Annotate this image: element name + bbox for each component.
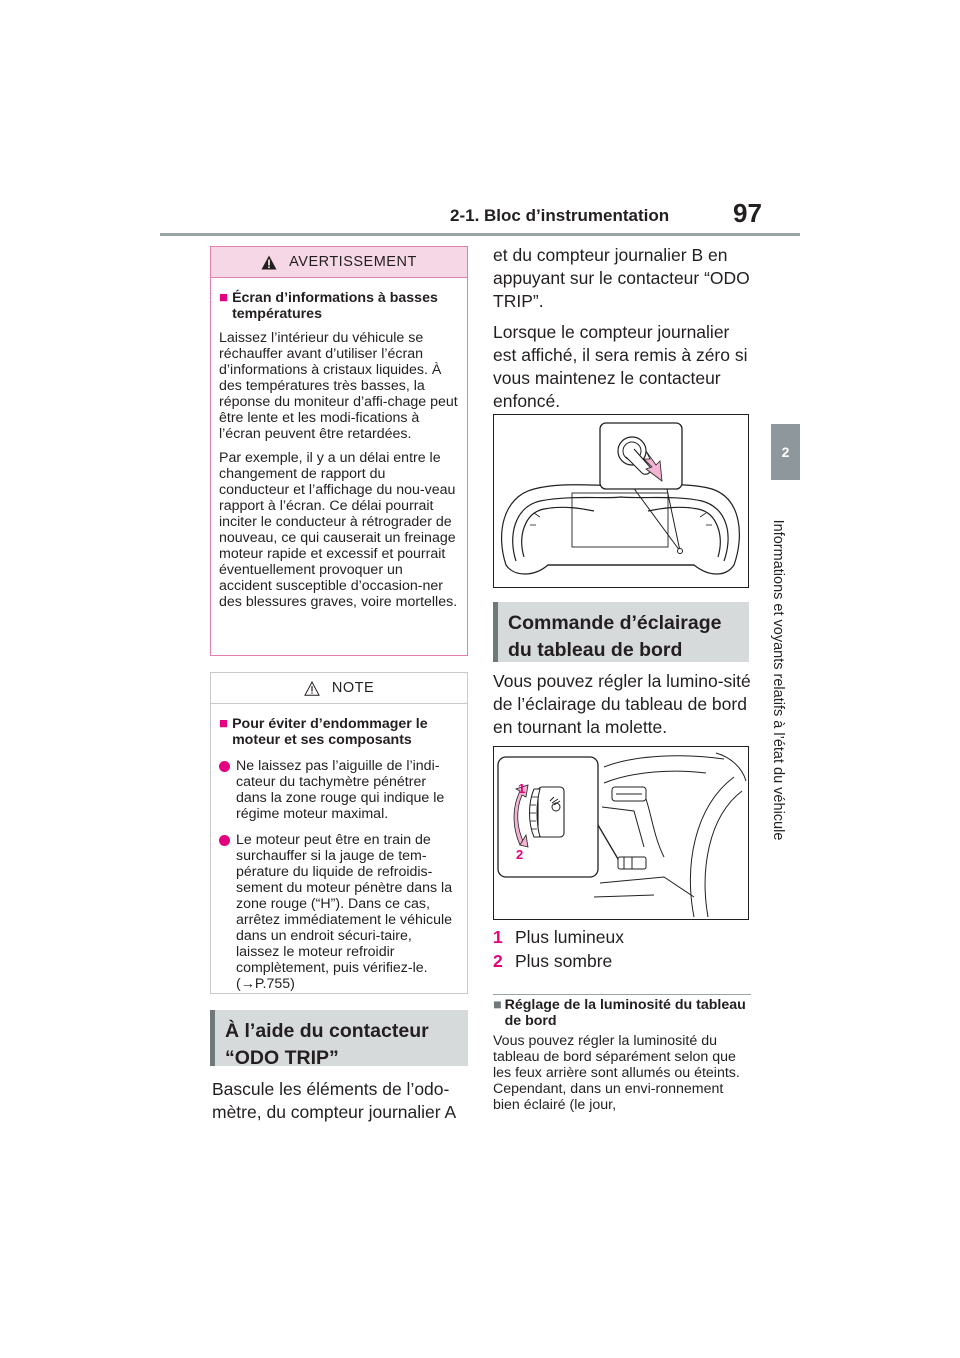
odo-trip-heading: À l’aide du contacteur “ODO TRIP” bbox=[210, 1010, 468, 1066]
dimmer-dial-figure bbox=[493, 746, 749, 920]
list-item bbox=[493, 949, 624, 973]
subsection-title-text: Réglage de la luminosité du tableau de bord bbox=[504, 997, 746, 1029]
instrument-cluster-illustration bbox=[494, 415, 748, 587]
caution-triangle-icon bbox=[304, 681, 320, 696]
instrument-cluster-figure bbox=[493, 414, 749, 588]
figure-label-1: 1 bbox=[518, 781, 526, 796]
note-bullet-1-text: Ne laissez pas l’aiguille de l’indi-cateur du tachymètre pénétrer dans la zone rouge qui indique le régime moteur maximal. bbox=[236, 758, 445, 822]
odo-trip-text-2b: Lorsque le compteur journalier est affiché, il sera remis à zéro si vous maintenez le contacteur enfoncé. bbox=[493, 322, 748, 411]
list-item-number: 2 bbox=[493, 951, 503, 971]
note-box bbox=[210, 672, 468, 994]
note-bullet-2-text: Le moteur peut être en train de surchauffer si la jauge de tem-pérature du liquide de refroidis-sement du moteur pénètre dans la zone rouge (“H”). Dans ce cas, arrêtez immédiatement le véhicule dans un endroit sécuri-taire, laissez le moteur refroidir complètement, puis vérifiez-le. (→P.755) bbox=[236, 832, 453, 992]
chapter-tab: 2 bbox=[771, 424, 800, 480]
round-bullet-icon bbox=[219, 761, 230, 772]
header-divider bbox=[160, 233, 800, 236]
note-subtitle bbox=[219, 716, 459, 748]
dashboard-lighting-heading: Commande d’éclairage du tableau de bord bbox=[493, 602, 749, 662]
odo-trip-text-2 bbox=[493, 244, 753, 413]
warning-subtitle-text: Écran d’informations à basses températures bbox=[232, 290, 438, 322]
square-bullet-icon: ■ bbox=[493, 997, 502, 1013]
list-item-label: Plus sombre bbox=[515, 951, 613, 971]
figure-label-2: 2 bbox=[516, 847, 524, 862]
list-item-label: Plus lumineux bbox=[515, 927, 624, 947]
square-bullet-icon: ■ bbox=[219, 289, 229, 306]
warning-triangle-icon bbox=[261, 255, 277, 270]
brightness-list bbox=[493, 925, 624, 973]
subsection-title bbox=[493, 997, 751, 1029]
list-item-number: 1 bbox=[493, 927, 503, 947]
round-bullet-icon bbox=[219, 835, 230, 846]
dimmer-dial-illustration bbox=[494, 747, 748, 919]
note-header bbox=[211, 673, 467, 704]
list-item bbox=[493, 925, 624, 949]
warning-title: AVERTISSEMENT bbox=[289, 254, 417, 270]
warning-subtitle bbox=[219, 290, 459, 322]
note-title: NOTE bbox=[331, 680, 375, 696]
section-title: 2-1. Bloc d’instrumentation bbox=[450, 206, 670, 225]
square-bullet-icon: ■ bbox=[219, 715, 229, 732]
note-subtitle-text: Pour éviter d’endommager le moteur et ses composants bbox=[232, 716, 428, 748]
note-bullet-1 bbox=[219, 758, 459, 822]
odo-trip-text-2a: et du compteur journalier B en appuyant sur le contacteur “ODO TRIP”. bbox=[493, 245, 750, 311]
warning-box bbox=[210, 246, 468, 656]
odo-trip-text-1: Bascule les éléments de l’odo-mètre, du compteur journalier A bbox=[212, 1079, 457, 1122]
dashboard-lighting-text: Vous pouvez régler la lumino-sité de l’éclairage du tableau de bord en tournant la molette. bbox=[493, 671, 751, 737]
warning-paragraph-1: Laissez l’intérieur du véhicule se réchauffer avant d’utiliser l’écran d’informations à cristaux liquides. À des températures très basses, la réponse du moniteur d’affi-chage peut être lente et les modi-fications à l’écran peuvent être retardées. bbox=[219, 330, 458, 442]
warning-header bbox=[211, 247, 467, 278]
chapter-title: Informations et voyants relatifs à l’état du véhicule bbox=[770, 519, 786, 841]
page-number: 97 bbox=[733, 198, 762, 228]
warning-paragraph-2: Par exemple, il y a un délai entre le changement de rapport du conducteur et l’affichage du nou-veau rapport à l’écran. Ce délai pourrait inciter le conducteur à rétrograder de nouveau, ce qui causerait un freinage moteur rapide et excessif et pourrait éventuellement provoquer un accident susceptible d’occasion-ner des blessures graves, voire mortelles. bbox=[219, 450, 458, 610]
brightness-subsection bbox=[493, 994, 751, 1113]
note-bullet-2 bbox=[219, 832, 459, 992]
subsection-text: Vous pouvez régler la luminosité du tableau de bord séparément selon que les feux arrière sont allumés ou éteints. Cependant, dans un envi-ronnement bien éclairé (le jour, bbox=[493, 1033, 740, 1113]
